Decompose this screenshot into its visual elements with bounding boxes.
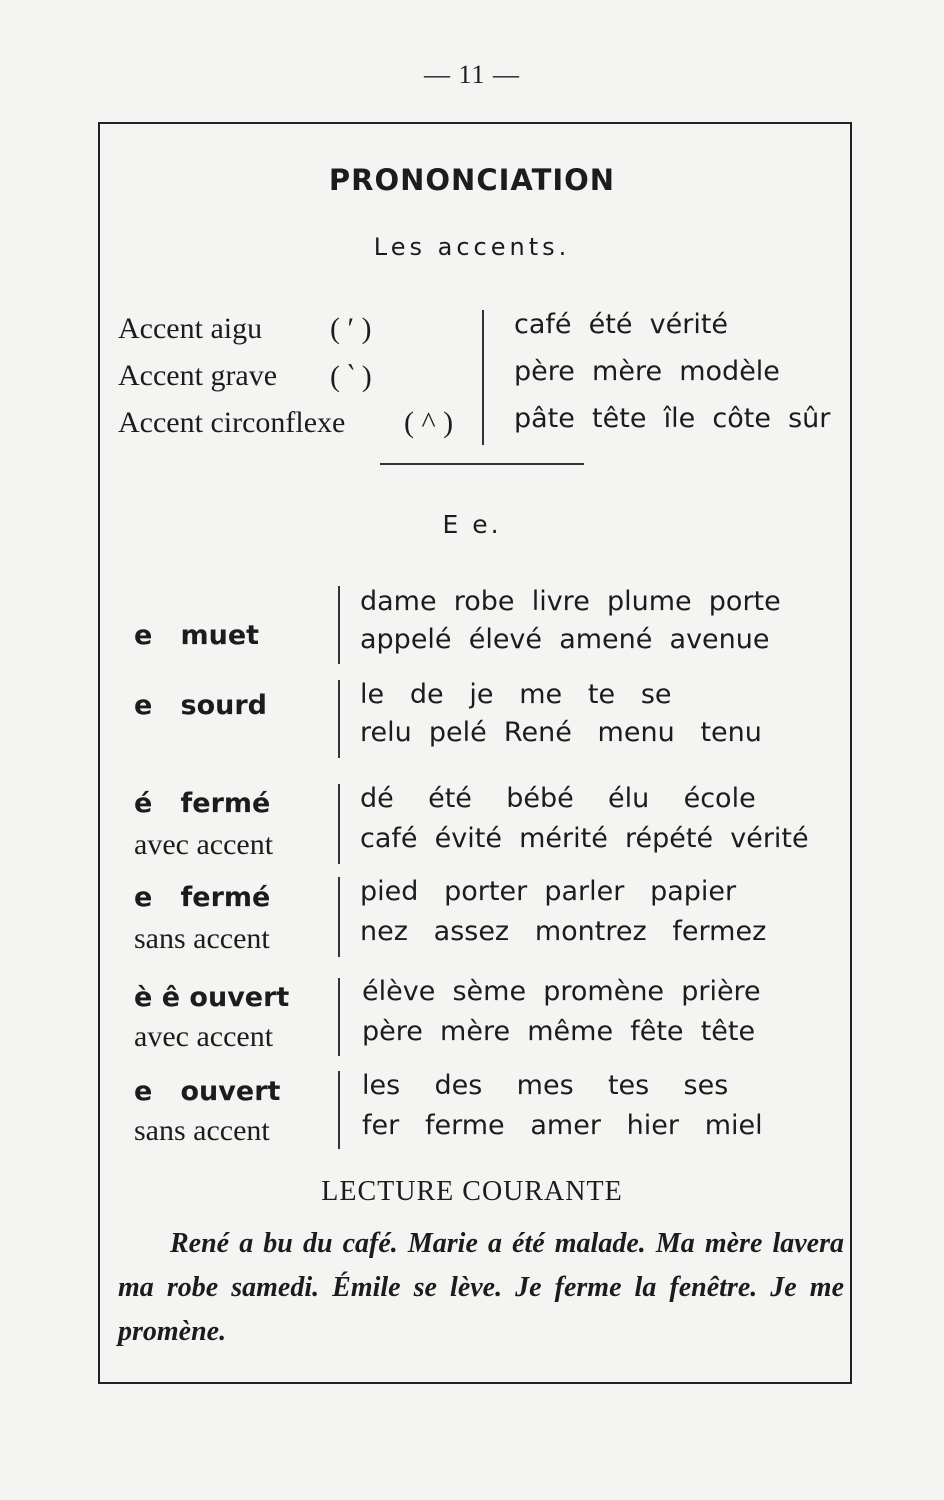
row-ferme-accent-label: é fermé <box>134 788 271 819</box>
accent-circonflexe-words: pâte tête île côte sûr <box>514 403 831 434</box>
row-ouvert-accent-line2: père mère même fête tête <box>362 1016 756 1047</box>
accent-aigu-words: café été vérité <box>514 309 729 340</box>
row-ouvert-accent-divider <box>338 978 340 1056</box>
row-sourd-line1: le de je me te se <box>360 679 672 710</box>
lecture-paragraph: René a bu du café. Marie a été malade. Ma mère lavera ma robe samedi. Émile se lève. Je ferme la fenêtre. Je me promène. <box>118 1228 844 1347</box>
accent-grave-symbol: ( ‵ ) <box>330 360 372 393</box>
row-sourd-label: e sourd <box>134 690 267 721</box>
page-number: — 11 — <box>423 60 521 89</box>
accent-grave-label: Accent grave <box>118 359 278 392</box>
page-title: PRONONCIATION <box>328 163 616 197</box>
row-ferme-noaccent-label: e fermé <box>134 882 271 913</box>
row-ferme-noaccent-line1: pied porter parler papier <box>360 876 737 907</box>
row-ferme-noaccent-line2: nez assez montrez fermez <box>360 916 767 947</box>
row-ouvert-accent-sublabel: avec accent <box>134 1020 274 1053</box>
row-muet-divider <box>338 586 340 664</box>
row-sourd-divider <box>338 680 340 758</box>
row-muet-label: e muet <box>134 620 260 651</box>
row-ouvert-noaccent-line2: fer ferme amer hier miel <box>362 1110 763 1141</box>
accent-circonflexe-symbol: ( ^ ) <box>404 406 454 439</box>
section-subtitle: Les accents. <box>373 233 571 261</box>
row-ouvert-noaccent-divider <box>338 1071 340 1149</box>
row-muet-line2: appelé élevé amené avenue <box>360 624 770 655</box>
row-ouvert-accent-label: è ê ouvert <box>134 982 290 1013</box>
accent-aigu-label: Accent aigu <box>118 312 263 345</box>
row-ferme-accent-line2: café évité mérité répété vérité <box>360 823 809 854</box>
row-ferme-accent-line1: dé été bébé élu école <box>360 783 756 814</box>
accent-aigu-symbol: ( ′ ) <box>330 312 372 345</box>
row-ouvert-accent-line1: élève sème promène prière <box>362 976 761 1007</box>
e-heading: E e. <box>442 510 502 539</box>
row-ferme-noaccent-divider <box>338 877 340 957</box>
row-ferme-accent-sublabel: avec accent <box>134 828 274 861</box>
row-ouvert-noaccent-label: e ouvert <box>134 1076 281 1107</box>
row-ouvert-noaccent-sublabel: sans accent <box>134 1114 270 1147</box>
row-muet-line1: dame robe livre plume porte <box>360 586 781 617</box>
accent-circonflexe-label: Accent circonflexe <box>118 406 346 439</box>
row-ferme-noaccent-sublabel: sans accent <box>134 922 270 955</box>
accents-divider <box>482 310 484 445</box>
row-ouvert-noaccent-line1: les des mes tes ses <box>362 1070 729 1101</box>
row-ferme-accent-divider <box>338 784 340 864</box>
accent-grave-words: père mère modèle <box>514 356 780 387</box>
section-rule <box>380 463 584 465</box>
lecture-title: LECTURE COURANTE <box>321 1176 623 1207</box>
row-sourd-line2: relu pelé René menu tenu <box>360 717 762 748</box>
